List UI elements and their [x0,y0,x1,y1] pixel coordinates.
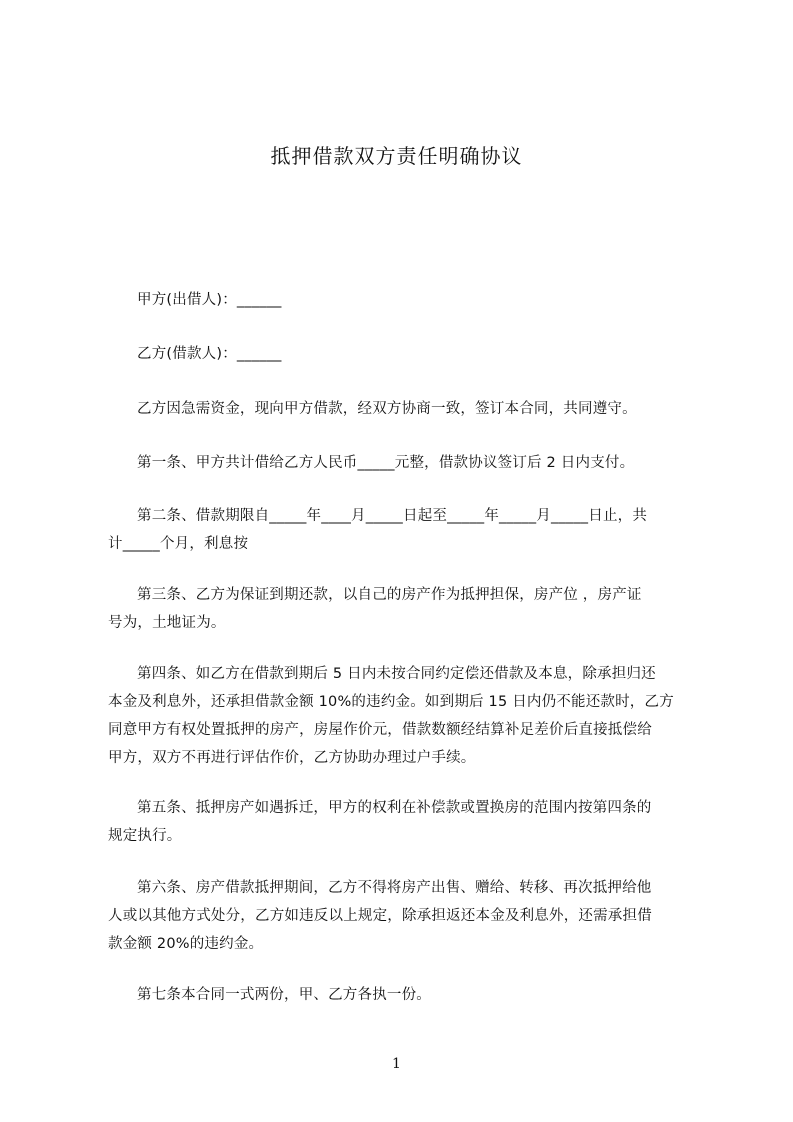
document-title: 抵押借款双方责任明确协议 [270,144,523,168]
article-2 [108,502,702,558]
article-7-text: 第七条本合同一式两份，甲、乙方各执一份。 [137,987,431,1003]
article-6-line-1: 第六条、房产借款抵押期间，乙方不得将房产出售、赠给、转移、再次抵押给他 [137,880,652,896]
article-6-line-2: 人或以其他方式处分，乙方如违反以上规定，除承担返还本金及利息外，还需承担借 [108,908,652,924]
article-2-line-1: 第二条、借款期限自_____年____月_____日起至_____年_____月_____日止，共 [137,508,648,524]
article-5-line-2: 规定执行。 [108,828,182,844]
article-2-line-2: 计_____个月，利息按 [108,536,249,552]
party-a-text: 甲方(出借人)：______ [137,292,282,308]
party-b-line [108,340,702,368]
article-5 [108,794,702,850]
article-3 [108,581,702,637]
party-b-text: 乙方(借款人)：______ [137,346,282,362]
article-1 [108,449,702,477]
intro-text: 乙方因急需资金，现向甲方借款，经双方协商一致，签订本合同，共同遵守。 [137,401,637,417]
article-3-line-1: 第三条、乙方为保证到期还款，以自己的房产作为抵押担保，房产位 ，房产证 [137,587,642,603]
article-4 [108,660,702,772]
page-number: 1 [392,1056,401,1072]
article-7 [108,981,702,1009]
intro-paragraph [108,395,702,423]
article-4-line-4: 甲方，双方不再进行评估作价，乙方协助办理过户手续。 [108,750,476,766]
article-4-line-2: 本金及利息外，还承担借款金额 10%的违约金。如到期后 15 日内仍不能还款时，乙方 [108,694,674,710]
article-5-line-1: 第五条、抵押房产如遇拆迁，甲方的权利在补偿款或置换房的范围内按第四条的 [137,800,652,816]
article-4-line-1: 第四条、如乙方在借款到期后 5 日内未按合同约定偿还借款及本息，除承担归还 [137,666,656,682]
article-1-text: 第一条、甲方共计借给乙方人民币_____元整，借款协议签订后 2 日内支付。 [137,455,635,471]
article-3-line-2: 号为，土地证为。 [108,615,226,631]
article-4-line-3: 同意甲方有权处置抵押的房产，房屋作价元，借款数额经结算补足差价后直接抵偿给 [108,722,652,738]
party-a-line [108,286,702,314]
article-6 [108,874,702,958]
article-6-line-3: 款金额 20%的违约金。 [108,936,264,952]
